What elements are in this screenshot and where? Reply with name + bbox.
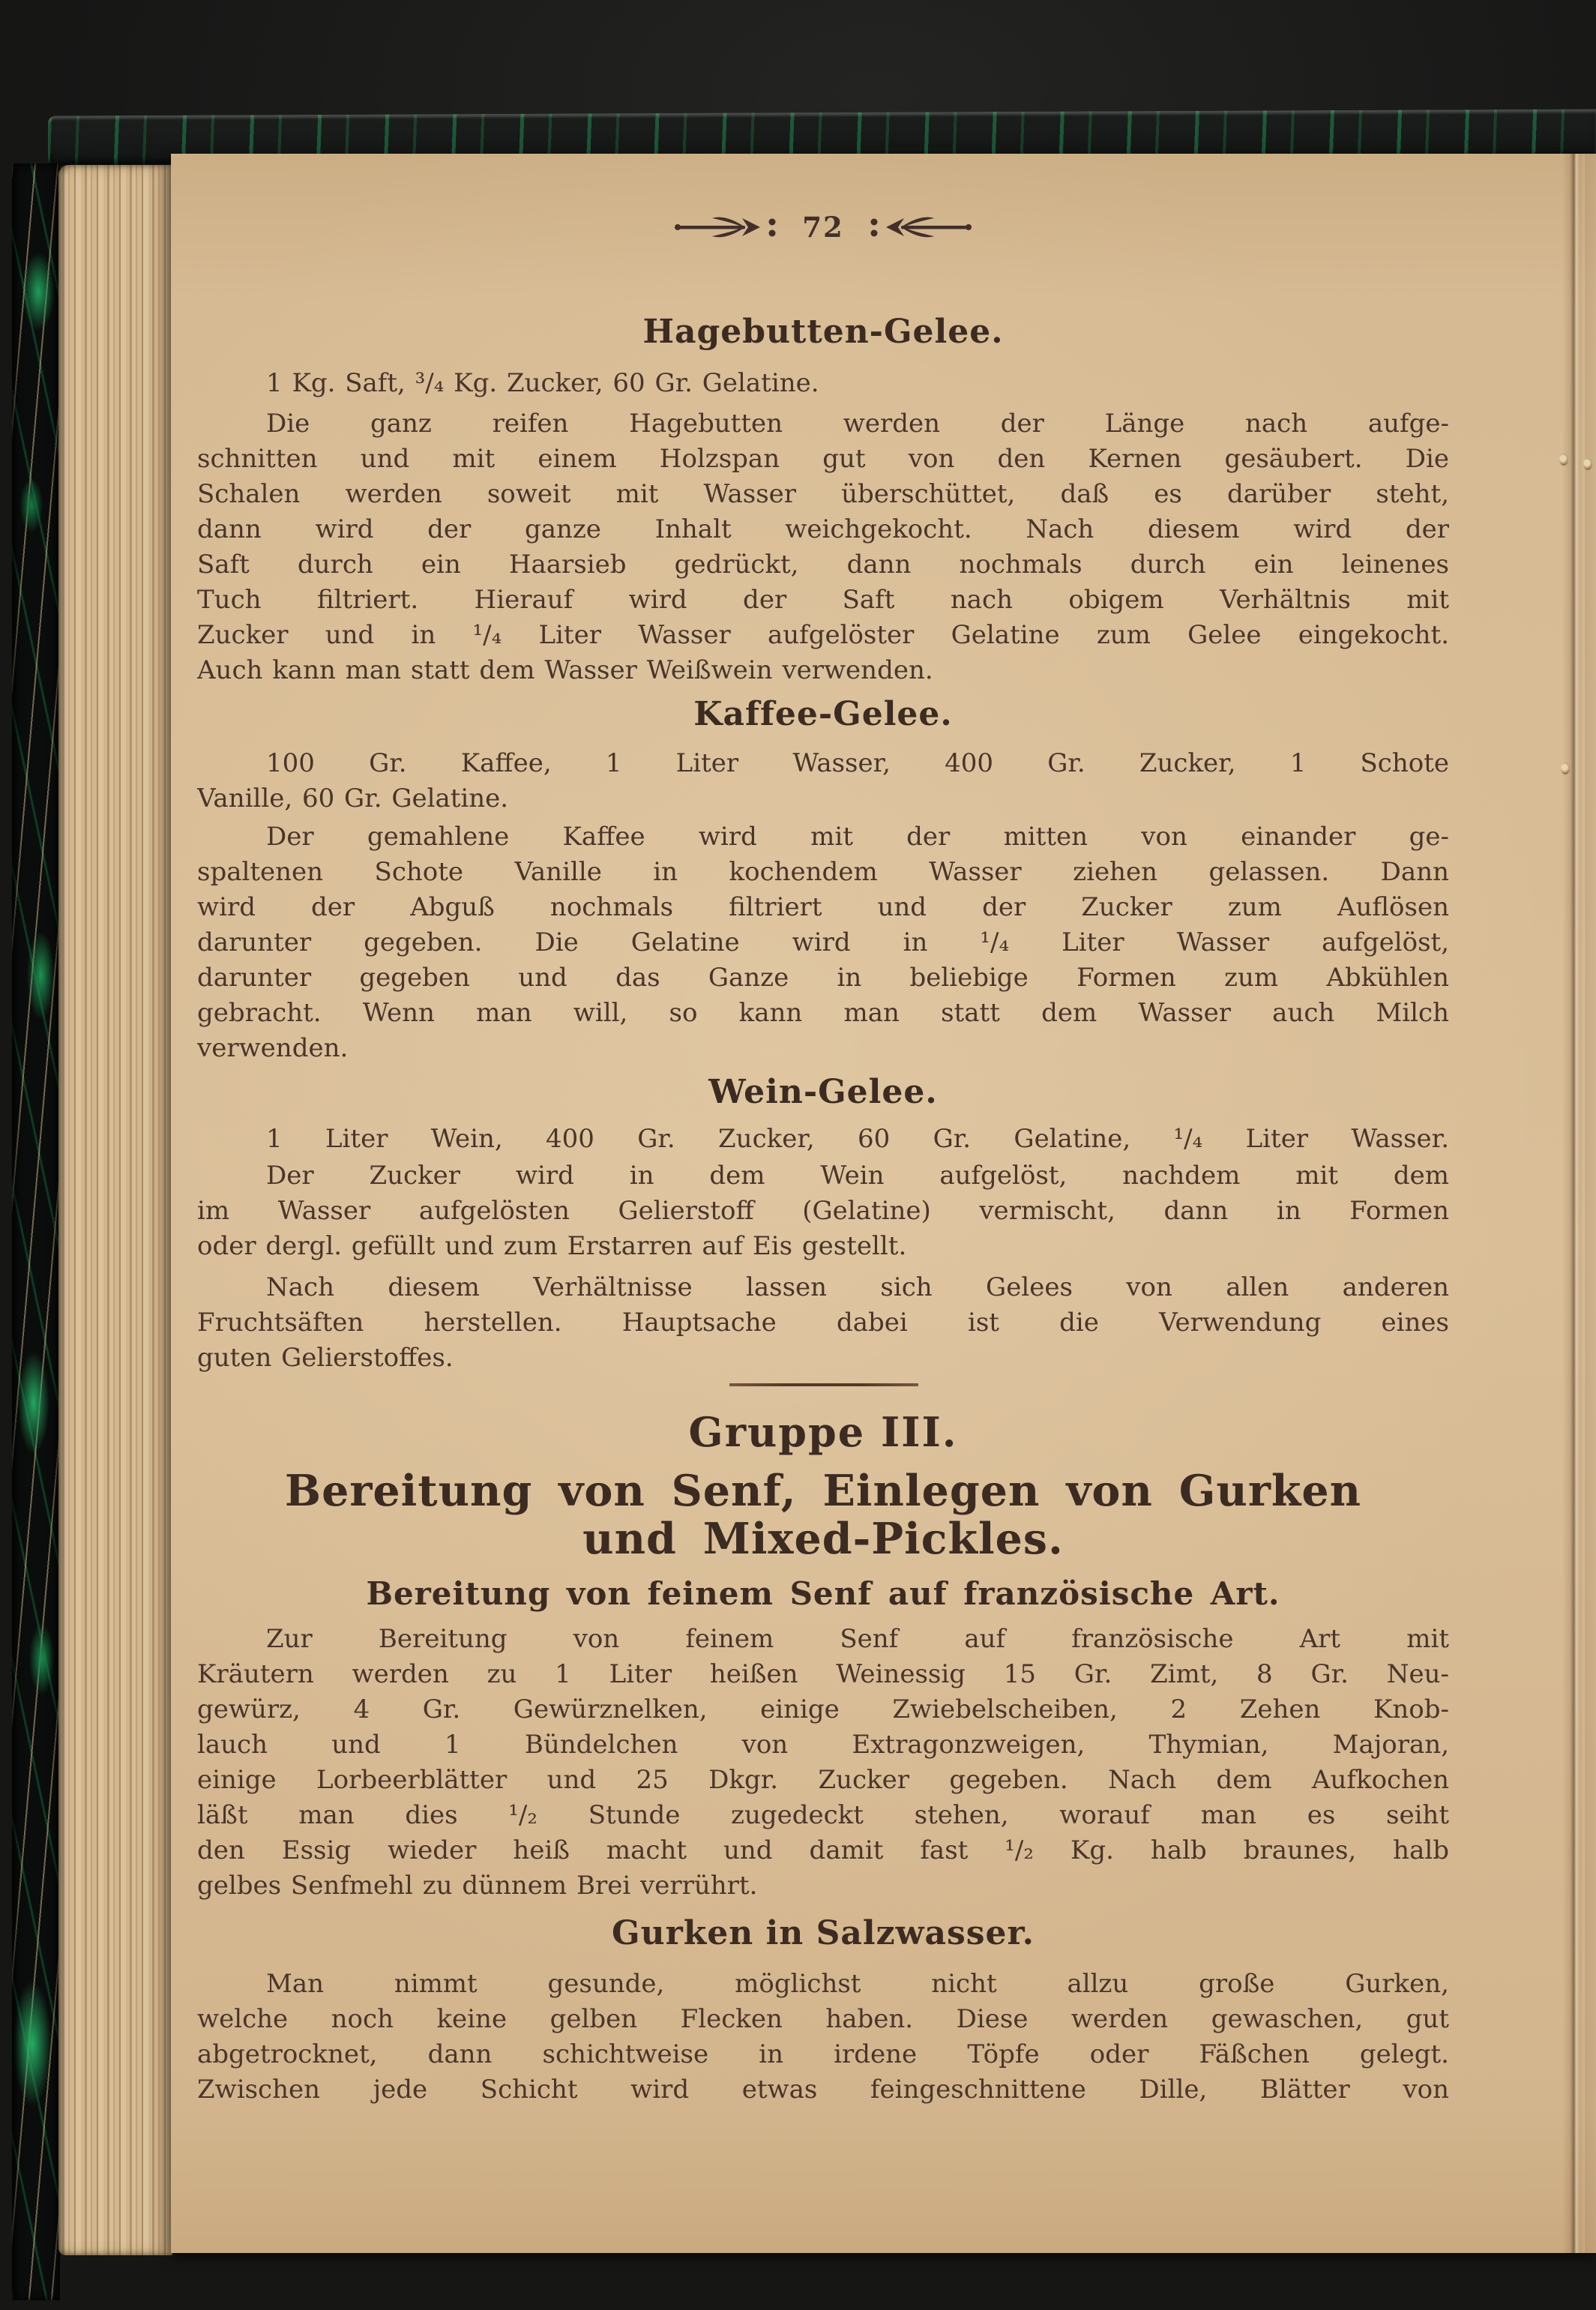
- body-line: wird der Abguß nochmals filtriert und der Zucker zum Auflösen: [197, 892, 1449, 922]
- binding-stitch-hole: [1583, 458, 1592, 470]
- recipe-hagebutten-ingredients: [197, 366, 1449, 401]
- recipe-title-wein-gelee: Wein-Gelee.: [708, 1073, 938, 1111]
- recipe-hagebutten-body: [197, 406, 1449, 688]
- body-line: Die ganz reifen Hagebutten werden der Länge nach aufge-: [266, 409, 1449, 439]
- body-line: Kräutern werden zu 1 Liter heißen Weinessig 15 Gr. Zimt, 8 Gr. Neu-: [197, 1659, 1449, 1689]
- body-line: Der gemahlene Kaffee wird mit der mitten von einander ge-: [266, 822, 1449, 852]
- body-line: Zwischen jede Schicht wird etwas feingeschnittene Dille, Blätter von: [197, 2075, 1449, 2105]
- recipe-title-hagebutten-gelee: Hagebutten-Gelee.: [642, 313, 1004, 351]
- body-line: Der Zucker wird in dem Wein aufgelöst, nachdem mit dem: [266, 1161, 1449, 1191]
- body-line: guten Gelierstoffes.: [197, 1343, 454, 1373]
- page-fold-crease: [1562, 154, 1585, 2253]
- body-line: im Wasser aufgelösten Gelierstoff (Gelatine) vermischt, dann in Formen: [197, 1196, 1449, 1226]
- ingredients-line: Vanille, 60 Gr. Gelatine.: [197, 783, 509, 813]
- body-line: schnitten und mit einem Holzspan gut von den Kernen gesäubert. Die: [197, 444, 1449, 474]
- body-line: darunter gegeben und das Ganze in beliebige Formen zum Abkühlen: [197, 963, 1449, 993]
- body-line: Man nimmt gesunde, möglichst nicht allzu große Gurken,: [266, 1969, 1449, 1999]
- page-number: 72: [802, 211, 844, 244]
- body-line: Zucker und in ¹/₄ Liter Wasser aufgelöster Gelatine zum Gelee eingekocht.: [197, 620, 1449, 650]
- group-kicker: Gruppe III.: [688, 1408, 958, 1456]
- body-line: verwenden.: [197, 1033, 349, 1063]
- body-line: welche noch keine gelben Flecken haben. Diese werden gewaschen, gut: [197, 2004, 1449, 2034]
- arrow-left-ornament-icon: [861, 214, 973, 241]
- body-line: Auch kann man statt dem Wasser Weißwein verwenden.: [197, 655, 933, 685]
- recipe-wein-body: [197, 1158, 1449, 1264]
- body-line: lauch und 1 Bündelchen von Extragonzweigen, Thymian, Majoran,: [197, 1730, 1449, 1760]
- body-line: dann wird der ganze Inhalt weichgekocht. Nach diesem wird der: [197, 514, 1449, 544]
- body-line: Zur Bereitung von feinem Senf auf französische Art mit: [266, 1624, 1449, 1654]
- body-line: gebracht. Wenn man will, so kann man statt dem Wasser auch Milch: [197, 998, 1449, 1028]
- recipe-kaffee-ingredients: [197, 746, 1449, 816]
- section-divider-rule: [729, 1383, 918, 1386]
- body-line: Schalen werden soweit mit Wasser überschüttet, daß es darüber steht,: [197, 479, 1449, 509]
- body-line: gelbes Senfmehl zu dünnem Brei verrührt.: [197, 1871, 758, 1901]
- ingredients-line: 100 Gr. Kaffee, 1 Liter Wasser, 400 Gr. Zucker, 1 Schote: [266, 748, 1449, 778]
- body-line: Saft durch ein Haarsieb gedrückt, dann nochmals durch ein leinenes: [197, 550, 1449, 580]
- page-header: [197, 208, 1449, 246]
- arrow-right-ornament-icon: [673, 214, 786, 241]
- group-title-line2: und Mixed-Pickles.: [582, 1514, 1064, 1564]
- body-line: den Essig wieder heiß macht und damit fast ¹/₂ Kg. halb braunes, halb: [197, 1835, 1449, 1865]
- book-page: [171, 154, 1596, 2253]
- recipe-wein-ingredients: [197, 1122, 1449, 1157]
- body-line: oder dergl. gefüllt und zum Erstarren auf Eis gestellt.: [197, 1231, 907, 1261]
- recipe-kaffee-body: [197, 819, 1449, 1066]
- senf-subtitle: Bereitung von feinem Senf auf französische Art.: [366, 1575, 1280, 1612]
- body-line: darunter gegeben. Die Gelatine wird in ¹/₄ Liter Wasser aufgelöst,: [197, 927, 1449, 957]
- body-line: Tuch filtriert. Hierauf wird der Saft nach obigem Verhältnis mit: [197, 585, 1449, 615]
- body-line: Nach diesem Verhältnisse lassen sich Gelees von allen anderen: [266, 1272, 1449, 1302]
- body-line: gewürz, 4 Gr. Gewürznelken, einige Zwiebelscheiben, 2 Zehen Knob-: [197, 1694, 1449, 1724]
- gurken-body: [197, 1967, 1449, 2108]
- group-title-line1: Bereitung von Senf, Einlegen von Gurken: [284, 1466, 1362, 1516]
- marbled-board-edge: [12, 163, 60, 2300]
- body-line: abgetrocknet, dann schichtweise in irdene Töpfe oder Fäßchen gelegt.: [197, 2039, 1449, 2069]
- body-line: läßt man dies ¹/₂ Stunde zugedeckt stehen, worauf man es seiht: [197, 1800, 1449, 1830]
- body-line: Fruchtsäften herstellen. Hauptsache dabei ist die Verwendung eines: [197, 1308, 1449, 1338]
- page-edge-stack: [58, 165, 172, 2255]
- ingredients-line: 1 Liter Wein, 400 Gr. Zucker, 60 Gr. Gelatine, ¹/₄ Liter Wasser.: [266, 1124, 1449, 1154]
- body-line: einige Lorbeerblätter und 25 Dkgr. Zucker gegeben. Nach dem Aufkochen: [197, 1765, 1449, 1795]
- ingredients-line: 1 Kg. Saft, ³/₄ Kg. Zucker, 60 Gr. Gelatine.: [266, 368, 819, 398]
- recipe-title-gurken-salzwasser: Gurken in Salzwasser.: [612, 1914, 1035, 1952]
- binding-stitch-hole: [1559, 454, 1568, 466]
- body-line: spaltenen Schote Vanille in kochendem Wasser ziehen gelassen. Dann: [197, 857, 1449, 887]
- recipe-wein-note: [197, 1270, 1449, 1376]
- recipe-title-kaffee-gelee: Kaffee-Gelee.: [693, 695, 953, 733]
- senf-body: [197, 1622, 1449, 1904]
- binding-stitch-hole: [1561, 763, 1570, 774]
